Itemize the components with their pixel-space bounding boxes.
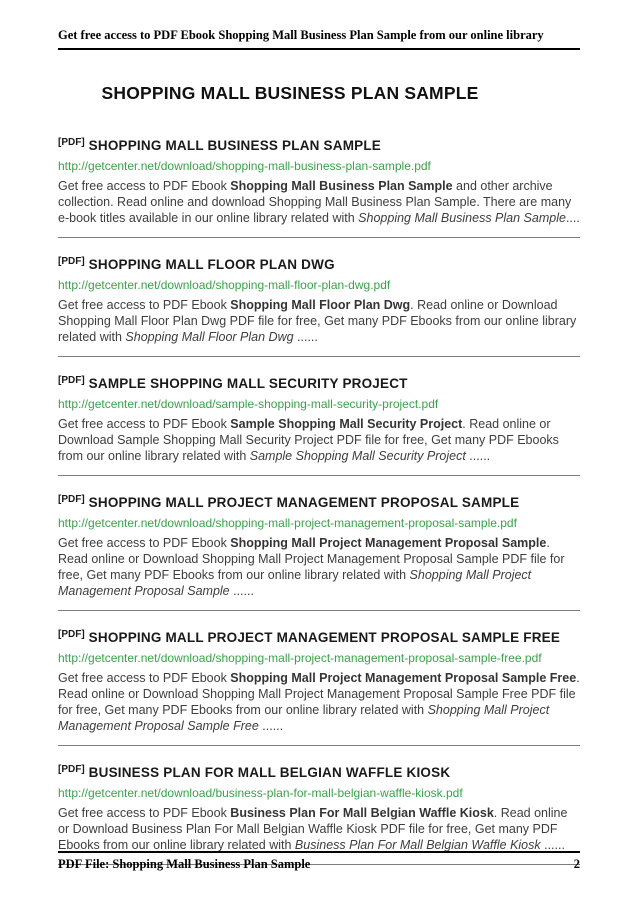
- result-entry: [58, 357, 580, 476]
- desc-prefix: Get free access to PDF Ebook: [58, 298, 231, 312]
- result-url-link[interactable]: http://getcenter.net/download/shopping-mall-project-management-proposal-sample.pdf: [58, 516, 517, 530]
- result-description: [58, 535, 580, 599]
- desc-italic-phrase: Shopping Mall Floor Plan Dwg: [125, 330, 294, 344]
- desc-bold-phrase: Shopping Mall Business Plan Sample: [230, 179, 453, 193]
- result-url-link[interactable]: http://getcenter.net/download/shopping-mall-floor-plan-dwg.pdf: [58, 278, 391, 292]
- running-header-text: Get free access to PDF Ebook Shopping Mall Business Plan Sample from our online library: [58, 28, 544, 42]
- search-results-list: [58, 119, 580, 865]
- result-description: [58, 416, 580, 464]
- result-entry: [58, 746, 580, 865]
- desc-bold-phrase: Sample Shopping Mall Security Project: [230, 417, 463, 431]
- result-title-row: [58, 253, 580, 274]
- result-title-row: [58, 134, 580, 155]
- result-entry: [58, 119, 580, 238]
- desc-italic-phrase: Shopping Mall Project Management Proposal Sample: [58, 568, 532, 598]
- desc-suffix: ....: [565, 211, 580, 225]
- pdf-format-tag: [PDF]: [58, 494, 85, 505]
- result-description: [58, 670, 580, 734]
- result-url-link[interactable]: http://getcenter.net/download/business-plan-for-mall-belgian-waffle-kiosk.pdf: [58, 786, 463, 800]
- desc-italic-phrase: Shopping Mall Project Management Proposal Sample Free: [58, 703, 550, 733]
- result-entry: [58, 476, 580, 611]
- desc-suffix: ......: [540, 838, 565, 852]
- desc-italic-phrase: Business Plan For Mall Belgian Waffle Kiosk: [294, 838, 541, 852]
- result-title-row: [58, 372, 580, 393]
- desc-prefix: Get free access to PDF Ebook: [58, 417, 231, 431]
- desc-middle: . Read online or Download Shopping Mall Project Management Proposal Sample PDF file for free, Get many PDF Ebooks from our online library related with: [58, 536, 565, 582]
- desc-prefix: Get free access to PDF Ebook: [58, 536, 231, 550]
- result-title: SHOPPING MALL PROJECT MANAGEMENT PROPOSAL SAMPLE: [88, 495, 520, 510]
- pdf-format-tag: [PDF]: [58, 764, 85, 775]
- desc-italic-phrase: Shopping Mall Business Plan Sample: [358, 211, 566, 225]
- desc-prefix: Get free access to PDF Ebook: [58, 671, 231, 685]
- desc-suffix: ......: [229, 584, 254, 598]
- desc-middle: . Read online or Download Shopping Mall Floor Plan Dwg PDF file for free, Get many PDF Ebooks from our online library related with: [58, 298, 577, 344]
- pdf-format-tag: [PDF]: [58, 137, 85, 148]
- desc-prefix: Get free access to PDF Ebook: [58, 806, 231, 820]
- footer-label: PDF File: Shopping Mall Business Plan Sample: [58, 857, 311, 871]
- result-title: SHOPPING MALL FLOOR PLAN DWG: [88, 257, 335, 272]
- result-url-link[interactable]: http://getcenter.net/download/sample-shopping-mall-security-project.pdf: [58, 397, 439, 411]
- desc-middle: . Read online or Download Sample Shopping Mall Security Project PDF file for free, Get many PDF Ebooks from our online library related with: [58, 417, 559, 463]
- pdf-format-tag: [PDF]: [58, 629, 85, 640]
- result-title: BUSINESS PLAN FOR MALL BELGIAN WAFFLE KIOSK: [88, 765, 451, 780]
- result-title-row: [58, 626, 580, 647]
- running-header: [58, 28, 580, 50]
- desc-italic-phrase: Sample Shopping Mall Security Project: [249, 449, 466, 463]
- result-title: SAMPLE SHOPPING MALL SECURITY PROJECT: [88, 376, 408, 391]
- result-title: SHOPPING MALL PROJECT MANAGEMENT PROPOSAL SAMPLE FREE: [88, 630, 561, 645]
- result-url-link[interactable]: http://getcenter.net/download/shopping-mall-business-plan-sample.pdf: [58, 159, 431, 173]
- page-title: SHOPPING MALL BUSINESS PLAN SAMPLE: [101, 83, 479, 103]
- desc-suffix: ......: [258, 719, 284, 733]
- result-entry: [58, 611, 580, 746]
- result-description: [58, 178, 580, 226]
- page-number: 2: [573, 857, 580, 871]
- result-description: [58, 805, 580, 853]
- result-title: SHOPPING MALL BUSINESS PLAN SAMPLE: [88, 138, 382, 153]
- pdf-format-tag: [PDF]: [58, 375, 85, 386]
- result-title-row: [58, 761, 580, 782]
- desc-prefix: Get free access to PDF Ebook: [58, 179, 231, 193]
- desc-suffix: ......: [465, 449, 491, 463]
- desc-bold-phrase: Shopping Mall Project Management Proposal Sample Free: [230, 671, 577, 685]
- desc-middle: . Read online or Download Shopping Mall Project Management Proposal Sample Free PDF file for free, Get many PDF Ebooks from our online library related with: [58, 671, 580, 717]
- result-title-row: [58, 491, 580, 512]
- pdf-format-tag: [PDF]: [58, 256, 85, 267]
- result-description: [58, 297, 580, 345]
- desc-middle: and other archive collection. Read online and download Shopping Mall Business Plan Sample. There are many e-book titles available in our online library related with: [58, 179, 572, 225]
- result-entry: [58, 238, 580, 357]
- desc-middle: . Read online or Download Business Plan For Mall Belgian Waffle Kiosk PDF file for free, Get many PDF Ebooks from our online library related with: [58, 806, 568, 852]
- desc-bold-phrase: Business Plan For Mall Belgian Waffle Kiosk: [230, 806, 494, 820]
- result-url-link[interactable]: http://getcenter.net/download/shopping-mall-project-management-proposal-sample-free.pdf: [58, 651, 542, 665]
- desc-suffix: ......: [293, 330, 318, 344]
- desc-bold-phrase: Shopping Mall Floor Plan Dwg: [230, 298, 411, 312]
- desc-bold-phrase: Shopping Mall Project Management Proposal Sample: [230, 536, 547, 550]
- page-footer: [58, 851, 580, 872]
